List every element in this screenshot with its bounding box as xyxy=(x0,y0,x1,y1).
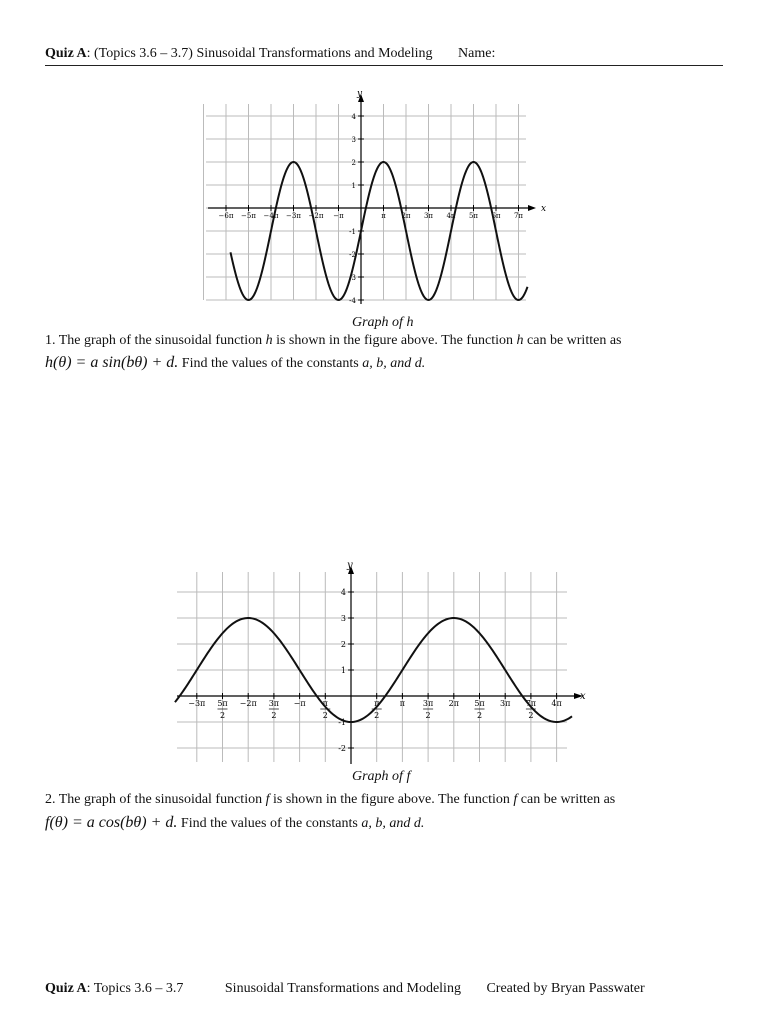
y-tick-label: 3 xyxy=(351,136,356,144)
x-tick-label-denominator: 2 xyxy=(476,711,483,720)
y-tick-label: 4 xyxy=(351,113,356,121)
x-tick-label: 6π xyxy=(491,212,501,220)
quiz-label: Quiz A xyxy=(45,46,87,61)
x-tick-label: −6π xyxy=(218,212,234,220)
x-tick-label: 5π xyxy=(468,212,479,220)
x-tick-label: 4π xyxy=(551,699,562,708)
y-tick-label: 4 xyxy=(340,588,346,597)
graph-f-caption: Graph of f xyxy=(352,769,411,784)
question-2: 2. The graph of the sinusoidal function f is shown in the figure above. The function f can be written as xyxy=(45,792,616,807)
y-tick-label: -3 xyxy=(349,274,356,282)
name-label: Name: xyxy=(458,46,496,61)
x-axis-label: x xyxy=(541,204,547,214)
constants-2: a, b, and d. xyxy=(361,816,425,831)
x-tick-label: −π xyxy=(293,699,306,708)
x-tick-label-numerator: 5π xyxy=(474,699,485,708)
graph-h-caption: Graph of h xyxy=(352,315,414,330)
y-axis-label: y xyxy=(347,560,353,571)
x-tick-label-denominator: 2 xyxy=(322,711,328,720)
page-header xyxy=(45,46,723,66)
x-tick-label: 3π xyxy=(500,699,511,708)
question-1-formula-line: h(θ) = a sin(bθ) + d. Find the values of the constants a, b, and d. xyxy=(45,354,426,371)
x-tick-label: 2π xyxy=(401,212,411,220)
page-footer: Quiz A: Topics 3.6 – 3.7 Sinusoidal Transformations and Modeling Created by Bryan Passwater xyxy=(45,981,645,996)
x-tick-label-denominator: 2 xyxy=(271,711,277,720)
y-tick-label: 1 xyxy=(340,666,346,675)
y-tick-label: -1 xyxy=(338,718,346,727)
constants-1: a, b, and d. xyxy=(362,356,426,371)
x-tick-label: −3π xyxy=(188,699,206,708)
y-axis-label: y xyxy=(357,89,363,99)
x-tick-label-denominator: 2 xyxy=(528,711,534,720)
y-tick-label: -2 xyxy=(349,251,356,259)
x-tick-label: −π xyxy=(333,212,344,220)
x-tick-label: π xyxy=(381,212,386,220)
x-axis-arrow xyxy=(528,205,536,211)
x-tick-label: −2π xyxy=(239,699,257,708)
x-tick-label-numerator: 5π xyxy=(217,699,228,708)
graph-f xyxy=(175,560,595,770)
x-tick-label: π xyxy=(399,699,406,708)
footer-quiz-label: Quiz A xyxy=(45,981,87,996)
graph-h xyxy=(200,88,545,310)
x-tick-label: 7π xyxy=(513,212,524,220)
y-tick-label: 2 xyxy=(351,159,356,167)
footer-author: Created by Bryan Passwater xyxy=(486,981,645,996)
x-tick-label: −2π xyxy=(308,212,324,220)
question-1: 1. The graph of the sinusoidal function h is shown in the figure above. The function h can be written as xyxy=(45,333,622,348)
x-tick-label: −5π xyxy=(241,212,256,220)
formula-f: f(θ) = a cos(bθ) + d. xyxy=(45,814,178,831)
y-tick-label: 3 xyxy=(340,614,346,623)
x-tick-label-numerator: 3π xyxy=(268,699,280,708)
x-tick-label: −3π xyxy=(286,212,301,220)
x-axis-label: x xyxy=(580,691,586,702)
x-tick-label: 3π xyxy=(423,212,434,220)
y-tick-label: 2 xyxy=(340,640,346,649)
x-tick-label-numerator: π xyxy=(322,699,328,708)
x-tick-label: −4π xyxy=(263,212,279,220)
formula-h: h(θ) = a sin(bθ) + d. xyxy=(45,354,179,371)
question-2-formula-line: f(θ) = a cos(bθ) + d. Find the values of the constants a, b, and d. xyxy=(45,814,425,831)
x-tick-label-numerator: 7π xyxy=(525,699,537,708)
x-tick-label-denominator: 2 xyxy=(374,711,380,720)
x-tick-label: 4π xyxy=(446,212,456,220)
quiz-topics: : (Topics 3.6 – 3.7) Sinusoidal Transformations and Modeling xyxy=(86,46,433,61)
x-tick-label-numerator: π xyxy=(374,699,380,708)
x-tick-label-numerator: 3π xyxy=(422,699,434,708)
x-tick-label-denominator: 2 xyxy=(425,711,431,720)
y-tick-label: 1 xyxy=(351,182,356,190)
y-tick-label: -1 xyxy=(349,228,356,236)
x-tick-label-denominator: 2 xyxy=(219,711,226,720)
footer-subject: Sinusoidal Transformations and Modeling xyxy=(224,981,461,996)
y-tick-label: -2 xyxy=(338,744,346,753)
y-tick-label: -4 xyxy=(349,297,356,305)
x-tick-label: 2π xyxy=(448,699,459,708)
